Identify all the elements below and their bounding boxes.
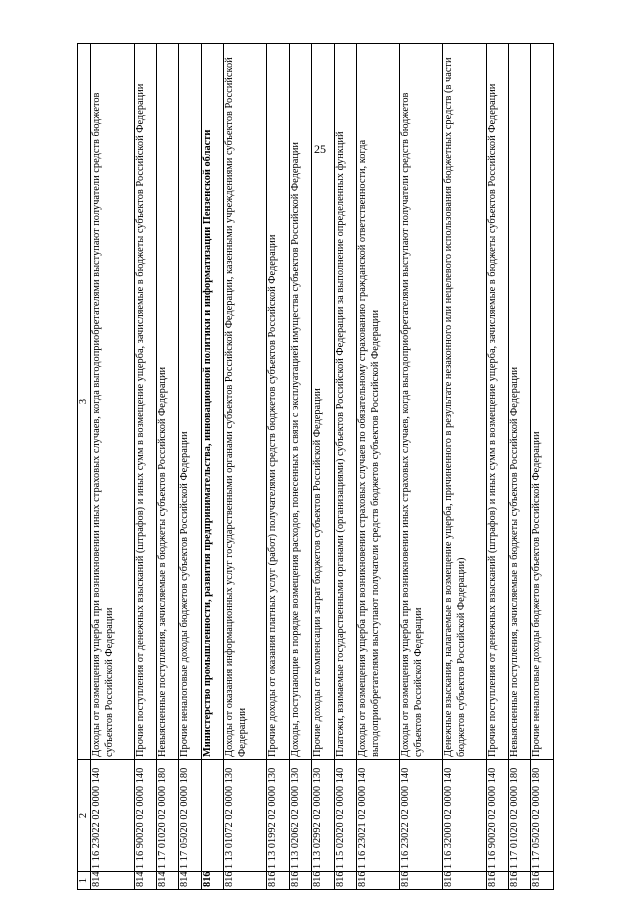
admin-code-cell: 814 [179, 872, 201, 890]
budget-code-cell: 1 17 01020 02 0000 180 [509, 760, 531, 872]
table-header-row [78, 44, 91, 890]
budget-code-cell: 1 13 02992 02 0000 130 [312, 760, 334, 872]
table-row [267, 44, 289, 890]
table-row [134, 44, 156, 890]
table-row [312, 44, 334, 890]
table-row [224, 44, 267, 890]
table-row [531, 44, 554, 890]
table-row [334, 44, 356, 890]
header-col-1: 1 [78, 872, 91, 890]
admin-code-cell: 816 [443, 872, 486, 890]
admin-code-cell: 814 [134, 872, 156, 890]
budget-code-cell: 1 16 32000 02 0000 140 [443, 760, 486, 872]
budget-code-cell: 1 13 01072 02 0000 130 [224, 760, 267, 872]
revenue-name-cell: Доходы от возмещения ущерба при возникновении страховых случаев по обязательному страхованию гражданской ответственности, когда выгодоприобретателями выступают получатели средств бюджетов субъектов Российской Федерации [357, 44, 400, 760]
revenue-name-cell: Денежные взыскания, налагаемые в возмещение ущерба, причиненного в результате незаконного или нецелевого использования бюджетных средств (в части бюджетов субъектов Российской Федерации) [443, 44, 486, 760]
budget-code-cell: 1 17 05020 02 0000 180 [179, 760, 201, 872]
header-col-2: 2 [78, 760, 91, 872]
revenue-name-cell: Прочие доходы от оказания платных услуг (работ) получателями средств бюджетов субъектов Российской Федерации [267, 44, 289, 760]
admin-code-cell: 816 [267, 872, 289, 890]
section-row [201, 44, 223, 890]
revenue-name-cell: Прочие доходы от компенсации затрат бюджетов субъектов Российской Федерации [312, 44, 334, 760]
admin-code-cell: 816 [400, 872, 443, 890]
budget-code-cell: 1 13 02062 02 0000 130 [289, 760, 311, 872]
admin-code-cell: 816 [201, 872, 223, 890]
admin-code-cell: 816 [334, 872, 356, 890]
admin-code-cell: 816 [531, 872, 554, 890]
table-row [486, 44, 508, 890]
budget-code-cell: 1 16 23022 02 0000 140 [400, 760, 443, 872]
revenue-name-cell: Доходы от возмещения ущерба при возникновении иных страховых случаев, когда выгодоприобретателями выступают получатели средств бюджетов субъектов Российской Федерации [400, 44, 443, 760]
rotated-table-wrapper [77, 45, 554, 890]
admin-code-cell: 814 [157, 872, 179, 890]
revenue-name-cell: Прочие неналоговые доходы бюджетов субъектов Российской Федерации [179, 44, 201, 760]
admin-code-cell: 816 [486, 872, 508, 890]
table-row [157, 44, 179, 890]
revenue-table [77, 43, 554, 890]
table-row [400, 44, 443, 890]
revenue-name-cell: Прочие неналоговые доходы бюджетов субъектов Российской Федерации [531, 44, 554, 760]
table-row [91, 44, 134, 890]
revenue-name-cell: Прочие поступления от денежных взысканий (штрафов) и иных сумм в возмещение ущерба, зачисляемые в бюджеты субъектов Российской Федерации [134, 44, 156, 760]
admin-code-cell: 816 [289, 872, 311, 890]
budget-code-cell: 1 16 23021 02 0000 140 [357, 760, 400, 872]
budget-code-cell: 1 16 90020 02 0000 140 [134, 760, 156, 872]
revenue-name-cell: Доходы от оказания информационных услуг государственными органами субъектов Российской Федерации, казенными учреждениями субъектов Российской Федерации [224, 44, 267, 760]
revenue-name-cell: Невыясненные поступления, зачисляемые в бюджеты субъектов Российской Федерации [157, 44, 179, 760]
admin-code-cell: 816 [224, 872, 267, 890]
admin-code-cell: 814 [91, 872, 134, 890]
table-row [443, 44, 486, 890]
page-number: 25 [314, 142, 326, 156]
admin-code-cell: 816 [357, 872, 400, 890]
admin-code-cell: 816 [509, 872, 531, 890]
budget-code-cell: 1 17 01020 02 0000 180 [157, 760, 179, 872]
revenue-name-cell: Прочие поступления от денежных взысканий (штрафов) и иных сумм в возмещение ущерба, зачисляемые в бюджеты субъектов Российской Федерации [486, 44, 508, 760]
table-row [289, 44, 311, 890]
budget-code-cell: 1 15 02020 02 0000 140 [334, 760, 356, 872]
table-row [509, 44, 531, 890]
budget-code-cell: 1 16 23022 02 0000 140 [91, 760, 134, 872]
budget-code-cell: 1 13 01992 02 0000 130 [267, 760, 289, 872]
revenue-name-cell: Платежи, взимаемые государственными органами (организациями) субъектов Российской Федерации за выполнение определенных функций [334, 44, 356, 760]
table-row [357, 44, 400, 890]
table-row [179, 44, 201, 890]
budget-code-cell [201, 760, 223, 872]
admin-code-cell: 816 [312, 872, 334, 890]
revenue-name-cell: Доходы, поступающие в порядке возмещения расходов, понесенных в связи с эксплуатацией имущества субъектов Российской Федерации [289, 44, 311, 760]
revenue-name-cell: Невыясненные поступления, зачисляемые в бюджеты субъектов Российской Федерации [509, 44, 531, 760]
revenue-name-cell: Доходы от возмещения ущерба при возникновении иных страховых случаев, когда выгодоприобретателями выступают получатели средств бюджетов субъектов Российской Федерации [91, 44, 134, 760]
revenue-name-cell: Министерство промышленности, развития предпринимательства, инновационной политики и информатизации Пензенской области [201, 44, 223, 760]
budget-code-cell: 1 17 05020 02 0000 180 [531, 760, 554, 872]
budget-code-cell: 1 16 90020 02 0000 140 [486, 760, 508, 872]
header-col-3: 3 [78, 44, 91, 760]
